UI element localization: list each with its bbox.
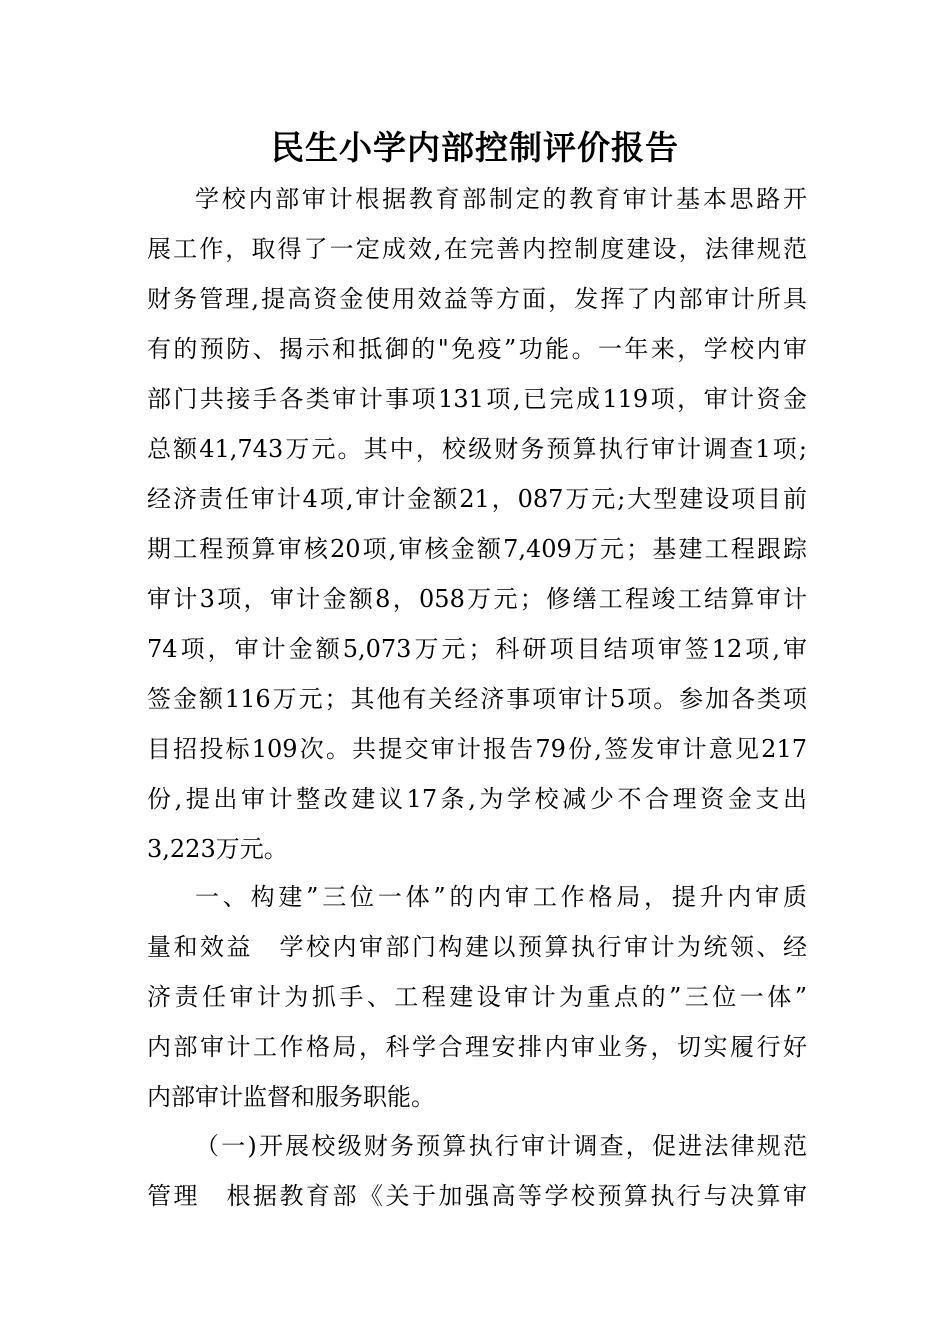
- text-line: 期工程预算审核20项,审核金额7,409万元；基建工程跟踪: [147, 535, 807, 563]
- text-line: （一)开展校级财务预算执行审计调查，促进法律规范: [195, 1132, 807, 1160]
- text-line: 学校内部审计根据教育部制定的教育审计基本思路开: [195, 185, 807, 213]
- document-title: 民生小学内部控制评价报告: [271, 128, 679, 167]
- paragraph-1: [147, 174, 807, 874]
- text-line: 审计3项，审计金额8，058万元；修缮工程竣工结算审计: [147, 585, 807, 613]
- text-line: 有的预防、揭示和抵御的"免疫”功能。一年来，学校内审: [147, 335, 807, 363]
- text-line: 一、构建”三位一体”的内审工作格局，提升内审质: [195, 883, 807, 911]
- paragraph-3: [147, 1121, 807, 1221]
- text-line: 财务管理,提高资金使用效益等方面，发挥了内部审计所具: [147, 285, 807, 313]
- text-line: 内部审计工作格局，科学合理安排内审业务，切实履行好: [147, 1033, 807, 1061]
- text-line: 总额41,743万元。其中，校级财务预算执行审计调查1项;: [147, 435, 807, 463]
- text-line: 3,223万元。: [147, 835, 288, 863]
- text-line: 经济责任审计4项,审计金额21，087万元;大型建设项目前: [147, 485, 807, 513]
- text-line: 内部审计监督和服务职能。: [147, 1083, 435, 1111]
- text-line: 签金额116万元；其他有关经济事项审计5项。参加各类项: [147, 685, 807, 713]
- text-line: 济责任审计为抓手、工程建设审计为重点的”三位一体”: [147, 983, 807, 1011]
- text-line: 部门共接手各类审计事项131项,已完成119项，审计资金: [147, 385, 807, 413]
- text-line: 目招投标109次。共提交审计报告79份,签发审计意见217: [147, 735, 807, 763]
- text-line: 管理 根据教育部《关于加强高等学校预算执行与决算审: [147, 1182, 807, 1210]
- text-line: 份,提出审计整改建议17条,为学校减少不合理资金支出: [147, 785, 807, 813]
- text-line: 74项，审计金额5,073万元；科研项目结项审签12项,审: [147, 635, 807, 663]
- paragraph-2: [147, 872, 807, 1122]
- text-line: 量和效益 学校内审部门构建以预算执行审计为统领、经: [147, 933, 807, 961]
- text-line: 展工作，取得了一定成效,在完善内控制度建设，法律规范: [147, 235, 807, 263]
